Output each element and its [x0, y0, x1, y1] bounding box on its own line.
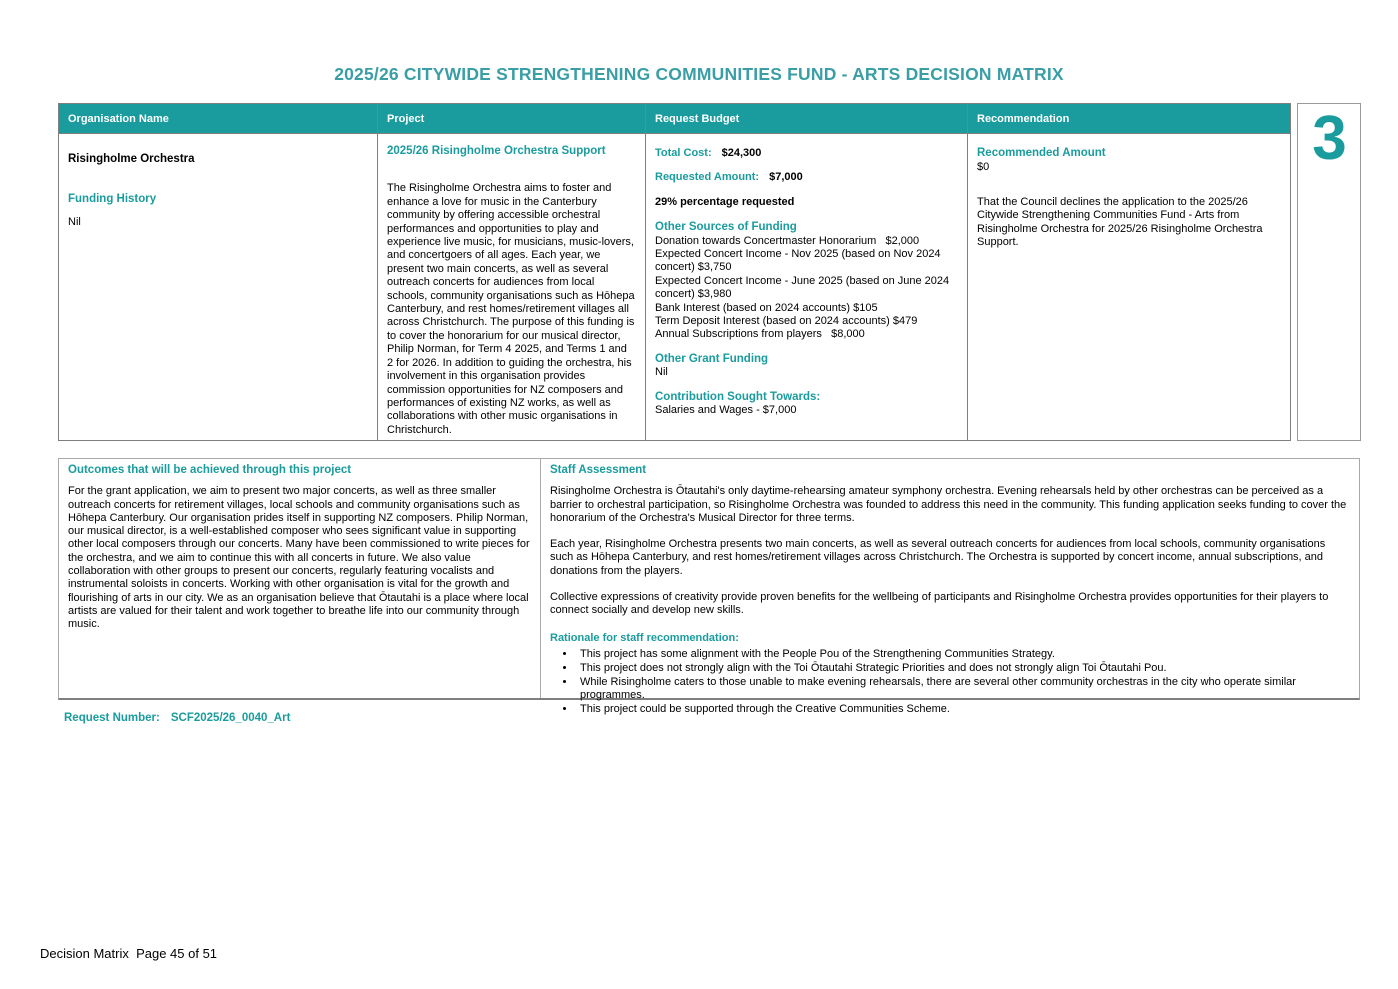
outcomes-title: Outcomes that will be achieved through this project — [68, 464, 352, 476]
recommendation-text: That the Council declines the application to the 2025/26 Citywide Strengthening Communities Fund - Arts from Risingholme Orchestra for 2025/26 Risingholme Orchestra Support. — [977, 195, 1263, 249]
outcomes-box — [59, 459, 541, 698]
assessment-section — [58, 458, 1360, 715]
priority-score: 3 — [1312, 104, 1346, 173]
cell-recommendation — [968, 134, 1290, 440]
priority-score-cell — [1297, 103, 1361, 441]
recommended-amount-label: Recommended Amount — [977, 147, 1106, 159]
total-cost-line — [655, 147, 958, 160]
request-number-value: SCF2025/26_0040_Art — [170, 712, 291, 724]
column-organisation — [59, 104, 378, 440]
staff-assessment-box — [541, 459, 1359, 715]
rationale-bullet: • This project does not strongly align with the Toi Ōtautahi Strategic Priorities and does not strongly align Toi Ōtautahi Pou. — [576, 662, 1350, 675]
decision-matrix-table — [58, 103, 1291, 441]
percentage-requested: 29% percentage requested — [655, 195, 795, 208]
header-organisation-name: Organisation Name — [59, 104, 377, 134]
outcomes-text: For the grant application, we aim to present two major concerts, as well as three smaller outreach concerts for retirement villages, local schools and community organisations such as Hōhepa Canterbury. Our organisation prides itself in supporting NZ composers. Philip Norman, our musical director, is a well-established composer who sees significant value in supporting other local composers through our concerts. Many have been commissioned to write pieces for the orchestra, and we aim to continue this with all concerts in future. We also value collaboration with other groups to present our concerts, regularly featuring vocalists and instrumental soloists in concerts. Working with other organisation is vital for the growth and flourishing of arts in our city. We as an organisation believe that Ōtautahi is a place where local artists are valued for their talent and work together to breathe life into our community through music. — [68, 485, 530, 631]
contribution-sought-label: Contribution Sought Towards: — [655, 390, 821, 403]
other-source-item: Term Deposit Interest (based on 2024 accounts) $479 — [655, 315, 918, 328]
staff-assessment-paragraph: Each year, Risingholme Orchestra presents two main concerts, as well as several outreach concerts for audiences from local schools, community organisations such as Hōhepa Canterbury, and rest homes/retirement villages across Christchurch. The Orchestra is supported by concert income, annual subscriptions, and donations from the players. — [550, 538, 1326, 577]
staff-assessment-paragraph: Risingholme Orchestra is Ōtautahi's only daytime-rehearsing amateur symphony orchestra. Evening rehearsals held by other orchestras can be perceived as a barrier to orchestral participation, so Risingholme Orchestra was founded to address this need in the community. This funding application seeks funding to cover the honorarium of the Orchestra's Musical Director for three terms. — [550, 485, 1347, 524]
contribution-sought-value: Salaries and Wages - $7,000 — [655, 404, 797, 417]
rationale-bullet: • While Risingholme caters to those unable to make evening rehearsals, there are several other community orchestras in the city who operate similar programmes. — [576, 676, 1350, 703]
requested-amount-value: $7,000 — [769, 171, 803, 184]
other-grant-funding-label: Other Grant Funding — [655, 352, 769, 365]
cell-request-budget — [646, 134, 967, 440]
request-number-line — [64, 712, 290, 724]
page-title: 2025/26 CITYWIDE STRENGTHENING COMMUNITIES FUND - ARTS DECISION MATRIX — [334, 64, 1064, 84]
column-project — [378, 104, 646, 440]
total-cost-value: $24,300 — [721, 147, 762, 159]
rationale-label: Rationale for staff recommendation: — [550, 631, 739, 644]
funding-history-label: Funding History — [68, 193, 157, 206]
staff-assessment-paragraph: Collective expressions of creativity provide proven benefits for the wellbeing of participants and Risingholme Orchestra provides opportunities for their players to connect socially and develop new skills. — [550, 591, 1329, 617]
other-grant-funding-value: Nil — [655, 366, 668, 379]
header-project: Project — [378, 104, 645, 134]
rationale-bullet-list — [576, 648, 1350, 716]
column-request-budget — [646, 104, 968, 440]
organisation-name: Risingholme Orchestra — [68, 153, 195, 165]
other-source-item: Bank Interest (based on 2024 accounts) $105 — [655, 301, 878, 314]
cell-organisation — [59, 134, 377, 440]
project-description: The Risingholme Orchestra aims to foster and enhance a love for music in the Canterbury community by offering accessible orchestral performances and opportunities to play and experience live music, for musicians, music-lovers, and concertgoers of all ages. Each year, we present two main concerts, as well as several outreach concerts for audiences from local schools, community organisations such as Hōhepa Canterbury, and rest homes/retirement villages all across Christchurch. The purpose of this funding is to cover the honorarium for our musical director, Philip Norman, for Term 4 2025, and Terms 1 and 2 for 2026. In addition to guiding the orchestra, his involvement in this organisation provides commission opportunities for NZ composers and performances of existing NZ works, as well as collaborations with other music organisations in Christchurch. — [387, 182, 638, 436]
page-footer: Decision Matrix Page 45 of 51 — [40, 946, 218, 961]
column-recommendation — [968, 104, 1290, 440]
rationale-bullet: • This project has some alignment with the People Pou of the Strengthening Communities Strategy. — [576, 648, 1350, 661]
request-number-label: Request Number: — [64, 712, 160, 724]
other-source-item: Donation towards Concertmaster Honorarium $2,000 — [655, 234, 920, 247]
requested-amount-line — [655, 171, 958, 184]
header-recommendation: Recommendation — [968, 104, 1290, 134]
cell-project — [378, 134, 645, 447]
header-request-budget: Request Budget — [646, 104, 967, 134]
other-source-item: Expected Concert Income - June 2025 (based on June 2024 concert) $3,980 — [655, 274, 953, 301]
requested-amount-label: Requested Amount: — [655, 171, 760, 184]
recommended-amount-value: $0 — [977, 161, 990, 174]
total-cost-label: Total Cost: — [655, 147, 712, 159]
project-title: 2025/26 Risingholme Orchestra Support — [387, 145, 606, 157]
other-sources-label: Other Sources of Funding — [655, 221, 797, 234]
funding-history-value: Nil — [68, 215, 81, 228]
other-source-item: Annual Subscriptions from players $8,000 — [655, 328, 865, 341]
other-source-item: Expected Concert Income - Nov 2025 (based on Nov 2024 concert) $3,750 — [655, 248, 944, 274]
staff-assessment-title: Staff Assessment — [550, 464, 647, 476]
rationale-bullet: • This project could be supported through the Creative Communities Scheme. — [576, 703, 1350, 716]
